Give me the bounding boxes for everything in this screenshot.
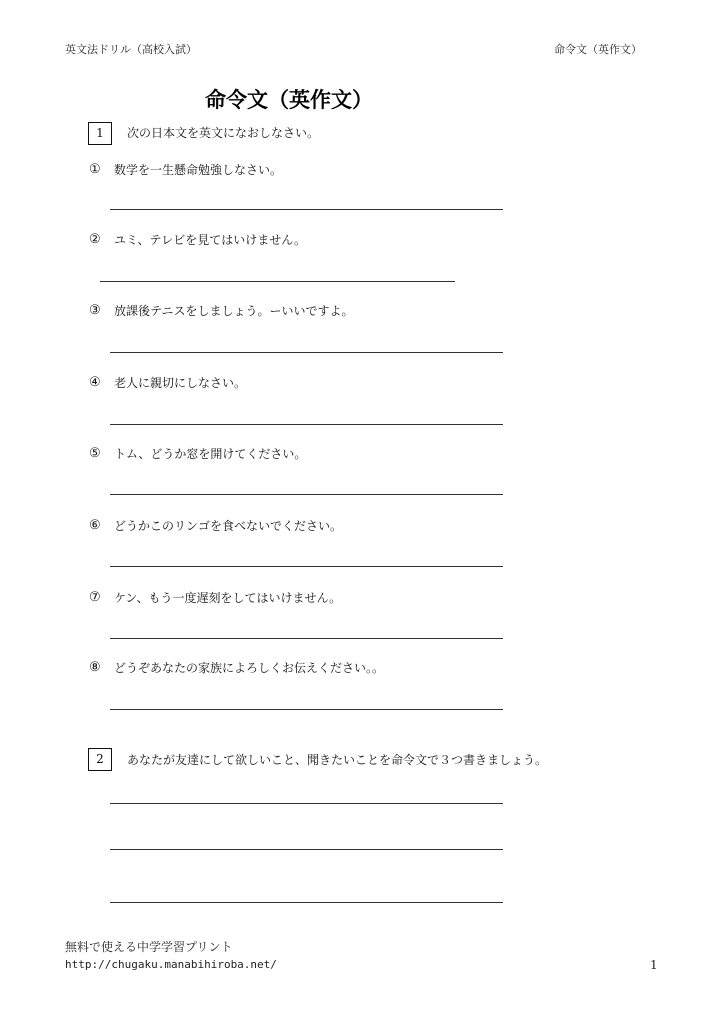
answer-line	[110, 352, 503, 353]
question-number: ①	[89, 162, 101, 177]
answer-line	[110, 803, 503, 804]
answer-line	[110, 709, 503, 710]
answer-line	[110, 902, 503, 903]
footer-url: http://chugaku.manabihiroba.net/	[65, 958, 277, 971]
header-unit-title: 命令文（英作文）	[554, 43, 642, 56]
answer-line	[110, 849, 503, 850]
section-1-number-box: 1	[88, 122, 112, 145]
question-text: どうかこのリンゴを食べないでください。	[114, 519, 343, 533]
page-number: 1	[650, 958, 658, 972]
section-2-instruction: あなたが友達にして欲しいこと、聞きたいことを命令文で３つ書きましょう。	[127, 753, 548, 767]
answer-line	[110, 494, 503, 495]
question-number: ⑦	[89, 590, 101, 605]
answer-line	[110, 566, 503, 567]
question-number: ③	[89, 303, 101, 318]
question-number: ②	[89, 232, 101, 247]
question-text: ケン、もう一度遅刻をしてはいけません。	[114, 591, 342, 605]
page-title: 命令文（英作文）	[205, 88, 373, 112]
header-drill-title: 英文法ドリル（高校入試）	[65, 43, 197, 56]
question-text: 老人に親切にしなさい。	[114, 376, 247, 390]
question-text: トム、どうか窓を開けてください。	[114, 447, 307, 461]
answer-line	[100, 281, 455, 282]
section-2-number-box: 2	[88, 748, 112, 771]
answer-line	[110, 209, 503, 210]
question-number: ⑧	[89, 660, 101, 675]
question-text: 数学を一生懸命勉強しなさい。	[114, 163, 283, 177]
question-number: ⑥	[89, 518, 101, 533]
answer-line	[110, 424, 503, 425]
question-number: ④	[89, 375, 101, 390]
question-text: 放課後テニスをしましょう。ーいいですよ。	[114, 304, 354, 318]
question-text: ユミ、テレビを見てはいけません。	[114, 233, 307, 247]
question-text: どうぞあなたの家族によろしくお伝えください。。	[114, 661, 385, 675]
answer-line	[110, 638, 503, 639]
section-1-instruction: 次の日本文を英文になおしなさい。	[127, 126, 320, 140]
question-number: ⑤	[89, 446, 101, 461]
footer-site-name: 無料で使える中学学習プリント	[65, 940, 233, 954]
